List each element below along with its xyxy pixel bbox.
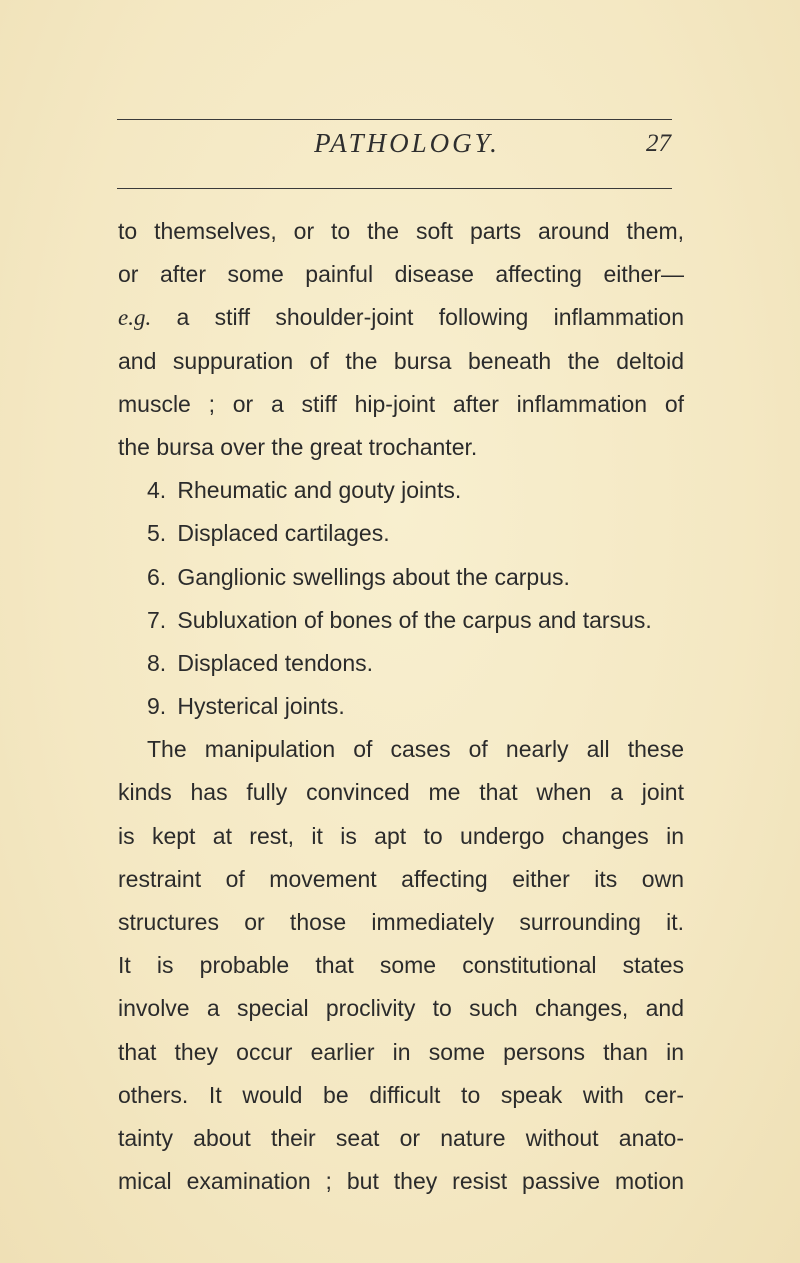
text-line: the bursa over the great trochanter. [118, 433, 478, 460]
list-item-number: 8. [147, 649, 167, 676]
text-line: and suppuration of the bursa beneath the deltoid [118, 347, 684, 374]
list-item [118, 685, 684, 728]
list-item-number: 6. [147, 563, 167, 590]
paragraph-line: restraint of movement affecting either its own [118, 865, 684, 892]
list-item-number: 7. [147, 606, 167, 633]
text-line: or after some painful disease affecting either— [118, 261, 684, 288]
paragraph-line: tainty about their seat or nature without anato- [118, 1124, 684, 1151]
paragraph-line: involve a special proclivity to such changes, and [118, 995, 684, 1022]
list-item-text: Displaced cartilages. [177, 520, 390, 547]
running-header-title: PATHOLOGY. [314, 128, 500, 158]
paragraph-line: It is probable that some constitutional states [118, 952, 684, 979]
paragraph-line: structures or those immediately surrounding it. [118, 909, 684, 935]
list-item-text: Hysterical joints. [177, 693, 345, 720]
list-item [118, 556, 684, 599]
page-number: 27 [646, 130, 671, 157]
text-line-rest: a stiff shoulder-joint following inflammation [151, 304, 684, 331]
list-item-text: Displaced tendons. [177, 649, 374, 676]
list-item-number: 9. [147, 693, 167, 720]
list-item-number: 5. [147, 520, 167, 547]
text-line: muscle ; or a stiff hip-joint after inflammation of [118, 390, 684, 417]
list-item-text: Subluxation of bones of the carpus and tarsus. [177, 606, 652, 633]
body-text [118, 210, 684, 1203]
paragraph-line: kinds has fully convinced me that when a joint [118, 779, 684, 806]
list-item-number: 4. [147, 477, 167, 504]
list-item-text: Rheumatic and gouty joints. [177, 477, 462, 504]
text-line [118, 296, 684, 339]
paragraph-line: The manipulation of cases of nearly all these [147, 736, 684, 763]
abbreviation-eg: e.g. [118, 305, 152, 331]
paragraph-line: that they occur earlier in some persons than in [118, 1038, 684, 1065]
paragraph-line: mical examination ; but they resist passive motion [118, 1168, 684, 1195]
list-item-text: Ganglionic swellings about the carpus. [177, 563, 570, 590]
list-item [118, 599, 684, 642]
header-rule-bottom [117, 188, 672, 189]
list-item [118, 469, 684, 512]
paragraph-line: others. It would be difficult to speak with cer- [118, 1081, 684, 1108]
list-item [118, 512, 684, 555]
text-line: to themselves, or to the soft parts around them, [118, 218, 684, 244]
list-item [118, 642, 684, 685]
header-rule-top [117, 119, 672, 120]
paragraph-line: is kept at rest, it is apt to undergo changes in [118, 822, 684, 849]
